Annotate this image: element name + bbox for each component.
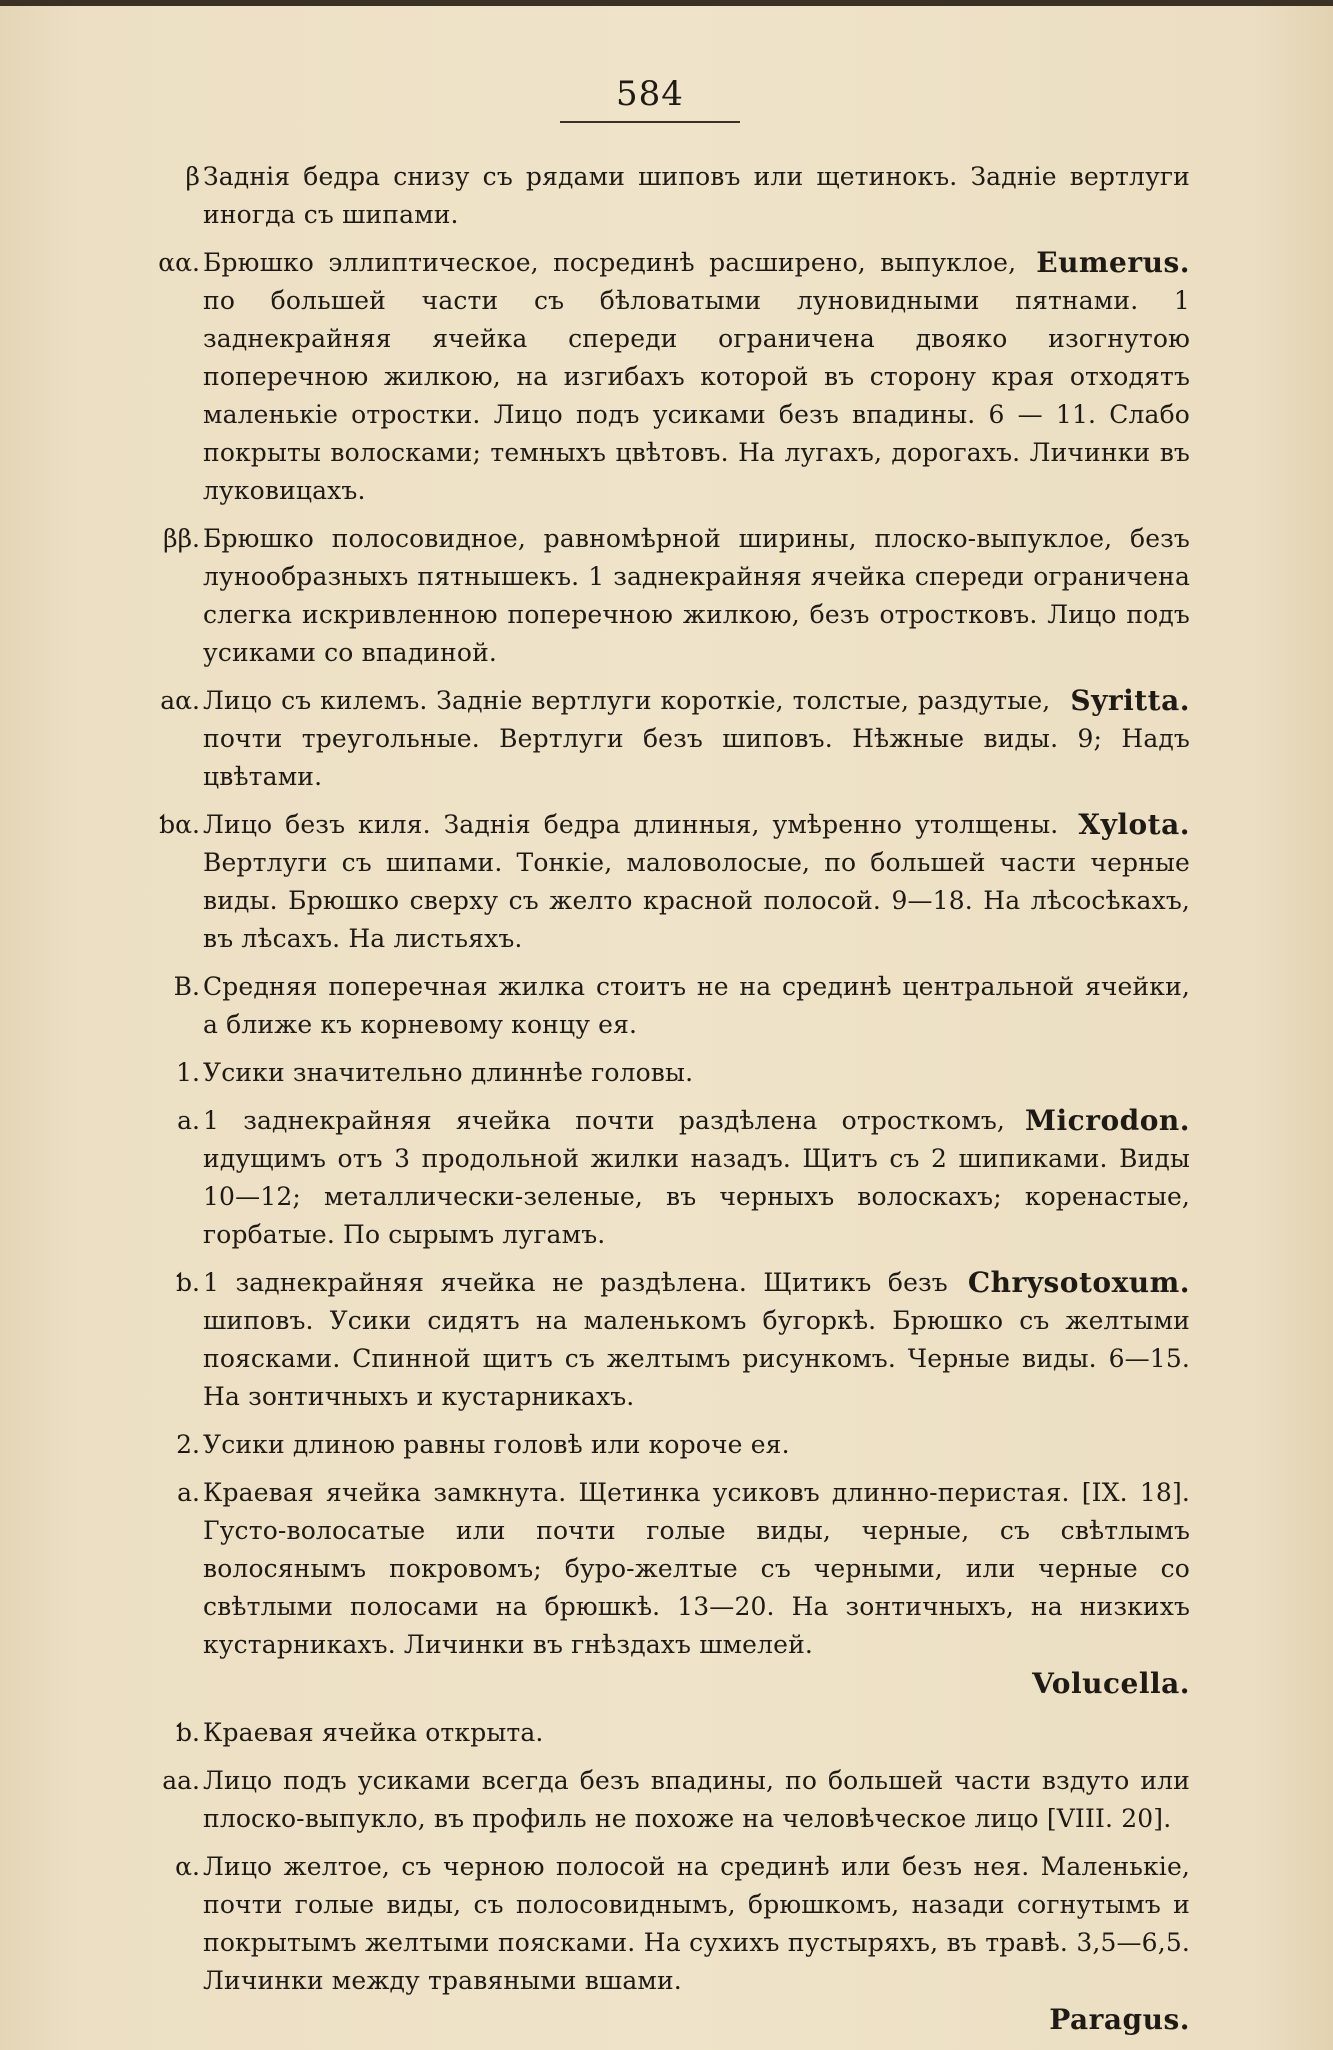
- key-text-block: [203, 1264, 1190, 1416]
- key-entry: [140, 1054, 1190, 1092]
- genus-name: Xylota.: [1078, 808, 1190, 841]
- key-description: Брюшко эллиптическое, посрединѣ расширено, выпуклое, по большей части съ бѣловатыми луновидными пятнами. 1 заднекрайняя ячейка спереди ограничена двояко изогнутою поперечною жилкою, на изгибахъ которой въ сторону края отходятъ маленькіе отростки. Лицо подъ усиками безъ впадины. 6 — 11. Слабо покрыты волосками; темныхъ цвѣтовъ. На лугахъ, дорогахъ. Личинки въ луковицахъ.: [203, 248, 1190, 505]
- key-text-block: Краевая ячейка открыта.: [203, 1718, 544, 1747]
- key-marker: B.: [173, 972, 200, 1001]
- key-text-block: Брюшко полосовидное, равномѣрной ширины, плоско-выпуклое, безъ лунообразныхъ пятнышекъ. 1 заднекрайняя ячейка спереди ограничена слегка искривленною поперечною жилкою, безъ отростковъ. Лицо подъ усиками со впадиной.: [203, 524, 1190, 667]
- key-marker: β: [185, 162, 200, 191]
- key-text-block: [203, 244, 1190, 510]
- key-marker: a.: [177, 1106, 200, 1135]
- key-text: [140, 158, 1190, 2040]
- key-text-block: Лицо подъ усиками всегда безъ впадины, по большей части вздуто или плоско-выпукло, въ профиль не похоже на человѣческое лицо [VIII. 20].: [203, 1766, 1190, 1833]
- key-entry: [140, 1762, 1190, 1838]
- key-entry: [140, 158, 1190, 234]
- key-text-block: [203, 682, 1190, 796]
- key-text-block: Усики длиною равны головѣ или короче ея.: [203, 1430, 790, 1459]
- key-entry: [140, 1474, 1190, 1664]
- key-marker: ƅ.: [176, 1718, 200, 1747]
- key-marker: a.: [177, 1478, 200, 1507]
- key-entry: [140, 1102, 1190, 1254]
- genus-name: Chrysotoxum.: [967, 1266, 1190, 1299]
- page-top-edge: [0, 0, 1333, 6]
- key-text-block: Усики значительно длиннѣе головы.: [203, 1058, 694, 1087]
- key-marker: 1.: [176, 1058, 200, 1087]
- key-entry: [140, 520, 1190, 672]
- key-entry: [140, 1264, 1190, 1416]
- key-marker: αα.: [158, 248, 200, 277]
- key-entry: [140, 968, 1190, 1044]
- key-entry: [140, 1426, 1190, 1464]
- key-entry: [140, 244, 1190, 510]
- page-number: 584: [616, 74, 684, 114]
- key-text-block: Средняя поперечная жилка стоитъ не на срединѣ центральной ячейки, а ближе къ корневому концу ея.: [203, 972, 1190, 1039]
- genus-name: Volucella.: [1032, 1667, 1190, 1700]
- key-text-block: [203, 806, 1190, 958]
- key-description: Лицо безъ киля. Заднія бедра длинныя, умѣренно утолщены. Вертлуги съ шипами. Тонкіе, маловолосые, по большей части черные виды. Брюшко сверху съ желто красной полосой. 9—18. На лѣсосѣкахъ, въ лѣсахъ. На листьяхъ.: [203, 810, 1190, 953]
- key-entry: [140, 806, 1190, 958]
- genus-name: Syritta.: [1070, 684, 1190, 717]
- key-marker: ββ.: [163, 524, 200, 553]
- key-description: 1 заднекрайняя ячейка почти раздѣлена отросткомъ, идущимъ отъ 3 продольной жилки назадъ. Щитъ съ 2 шипиками. Виды 10—12; металлически-зеленые, въ черныхъ волоскахъ; коренастые, горбатые. По сырымъ лугамъ.: [203, 1106, 1190, 1249]
- page-number-rule: [560, 121, 740, 123]
- genus-name: Microdon.: [1025, 1104, 1190, 1137]
- key-entry: [140, 1714, 1190, 1752]
- key-marker: 2.: [176, 1430, 200, 1459]
- key-entry: [140, 682, 1190, 796]
- key-text-block: Лицо желтое, съ черною полосой на срединѣ или безъ нея. Маленькіе, почти голые виды, съ полосовиднымъ, брюшкомъ, назади согнутымъ и покрытымъ желтыми поясками. На сухихъ пустыряхъ, въ травѣ. 3,5—6,5. Личинки между травяными вшами.: [203, 1852, 1190, 1995]
- genus-name: Paragus.: [1049, 2003, 1190, 2036]
- key-description: Лицо съ килемъ. Задніе вертлуги короткіе, толстые, раздутые, почти треугольные. Вертлуги безъ шиповъ. Нѣжные виды. 9; Надъ цвѣтами.: [203, 686, 1190, 791]
- genus-name: Eumerus.: [1036, 246, 1190, 279]
- key-text-block: Заднія бедра снизу съ рядами шиповъ или щетинокъ. Задніе вертлуги иногда съ шипами.: [203, 162, 1190, 229]
- key-marker: aα.: [160, 686, 200, 715]
- key-marker: α.: [175, 1852, 200, 1881]
- key-description: 1 заднекрайняя ячейка не раздѣлена. Щитикъ безъ шиповъ. Усики сидятъ на маленькомъ бугоркѣ. Брюшко съ желтыми поясками. Спинной щитъ съ желтымъ рисункомъ. Черные виды. 6—15. На зонтичныхъ и кустарникахъ.: [203, 1268, 1190, 1411]
- key-marker: ƅ.: [176, 1268, 200, 1297]
- key-text-block: [203, 1102, 1190, 1254]
- key-entry: [140, 1848, 1190, 2000]
- key-text-block: Краевая ячейка замкнута. Щетинка усиковъ длинно-перистая. [IX. 18]. Густо-волосатые или почти голые виды, черные, съ свѣтлымъ волосянымъ покровомъ; буро-желтые съ черными, или черные со свѣтлыми полосами на брюшкѣ. 13—20. На зонтичныхъ, на низкихъ кустарникахъ. Личинки въ гнѣздахъ шмелей.: [203, 1478, 1190, 1659]
- key-marker: aa.: [162, 1766, 200, 1795]
- key-marker: ƅα.: [159, 810, 200, 839]
